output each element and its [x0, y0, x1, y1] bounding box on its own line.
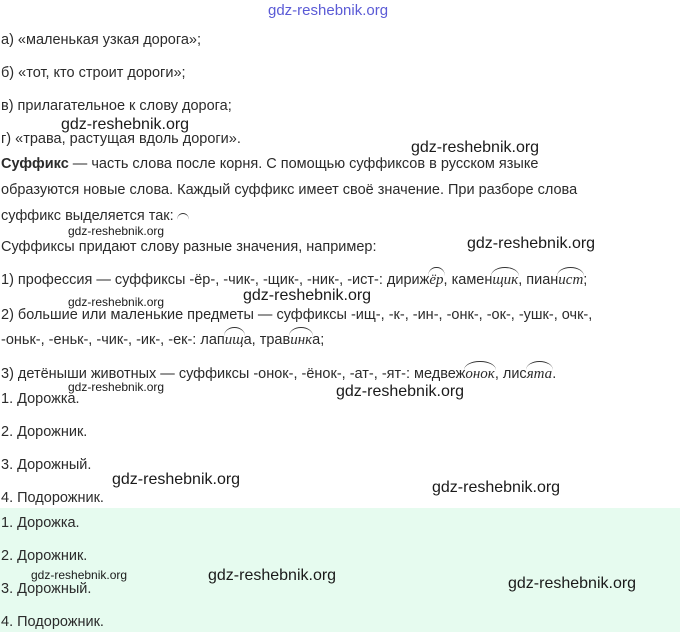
watermark: gdz-reshebnik.org: [508, 575, 637, 592]
example-sep-1: , камен: [443, 272, 493, 288]
example-animals-end: .: [552, 366, 557, 382]
example-size-end-1: а: [243, 332, 252, 348]
answer-green-1: 1. Дорожка.: [1, 515, 80, 531]
watermark: gdz-reshebnik.org: [243, 287, 372, 304]
answer-3: 3. Дорожный.: [1, 457, 92, 473]
examples-intro: Суффиксы придают слову разные значения, например:: [1, 239, 377, 255]
example-size-line2: [1, 331, 324, 349]
suffix-definition-line2: образуются новые слова. Каждый суффикс имеет своё значение. При разборе слова: [1, 182, 578, 198]
watermark: gdz-reshebnik.org: [31, 568, 128, 582]
watermark: gdz-reshebnik.org: [68, 295, 165, 309]
suffix-definition-line3: [1, 207, 189, 225]
option-a: а) «маленькая узкая дорога»;: [1, 32, 201, 48]
example-profession-text: 1) профессия — суффиксы -ёр-, -чик-, -щик-, -ник-, -ист-: дириж: [1, 272, 430, 288]
watermark: gdz-reshebnik.org: [467, 235, 596, 252]
suffix-er: ёр: [429, 272, 444, 288]
watermark: gdz-reshebnik.org: [336, 383, 465, 400]
suffix-definition-rest: — часть слова после корня. С помощью суффиксов в русском языке: [68, 156, 539, 172]
example-animals-sep: , лис: [494, 366, 527, 382]
example-size-line1: 2) большие или маленькие предметы — суффиксы -ищ-, -к-, -ин-, -онк-, -ок-, -ушк-, очк-,: [1, 307, 593, 323]
example-end-1: ;: [583, 272, 588, 288]
example-size-sep: , трав: [251, 332, 291, 348]
answer-green-2: 2. Дорожник.: [1, 548, 88, 564]
suffix-definition-line3-text: суффикс выделяется так:: [1, 208, 174, 224]
watermark: gdz-reshebnik.org: [208, 567, 337, 584]
suffix-ist: ист: [558, 272, 584, 288]
suffix-shchik: щик: [492, 272, 519, 288]
example-size-end-2: а;: [312, 332, 325, 348]
answer-green-4: 4. Подорожник.: [1, 614, 104, 630]
suffix-ishch: ищ: [224, 332, 244, 348]
example-size-line2-text: -оньк-, -еньк-, -чик-, -ик-, -ек-: лап: [1, 332, 225, 348]
answer-4: 4. Подорожник.: [1, 490, 104, 506]
answer-green-3: 3. Дорожный.: [1, 581, 92, 597]
suffix-definition-line1: [1, 155, 538, 173]
watermark: gdz-reshebnik.org: [61, 116, 190, 133]
example-sep-2: , пиан: [518, 272, 559, 288]
watermark-top: gdz-reshebnik.org: [268, 2, 389, 19]
option-c: в) прилагательное к слову дорога;: [1, 98, 232, 114]
watermark: gdz-reshebnik.org: [411, 139, 540, 156]
watermark: gdz-reshebnik.org: [432, 479, 561, 496]
watermark: gdz-reshebnik.org: [112, 471, 241, 488]
suffix-term: Суффикс: [1, 156, 69, 172]
answer-1: 1. Дорожка.: [1, 391, 80, 407]
suffix-arc-icon: [177, 213, 189, 220]
suffix-ink: инк: [290, 332, 313, 348]
suffix-onok: онок: [465, 366, 495, 382]
suffix-yata: ята: [526, 366, 553, 382]
answer-2: 2. Дорожник.: [1, 424, 88, 440]
watermark: gdz-reshebnik.org: [68, 224, 165, 238]
example-animals-text: 3) детёныши животных — суффиксы -онок-, -ёнок-, -ат-, -ят-: медвеж: [1, 366, 466, 382]
option-b: б) «тот, кто строит дороги»;: [1, 65, 186, 81]
watermark: gdz-reshebnik.org: [68, 380, 165, 394]
option-d: г) «трава, растущая вдоль дороги».: [1, 131, 241, 147]
